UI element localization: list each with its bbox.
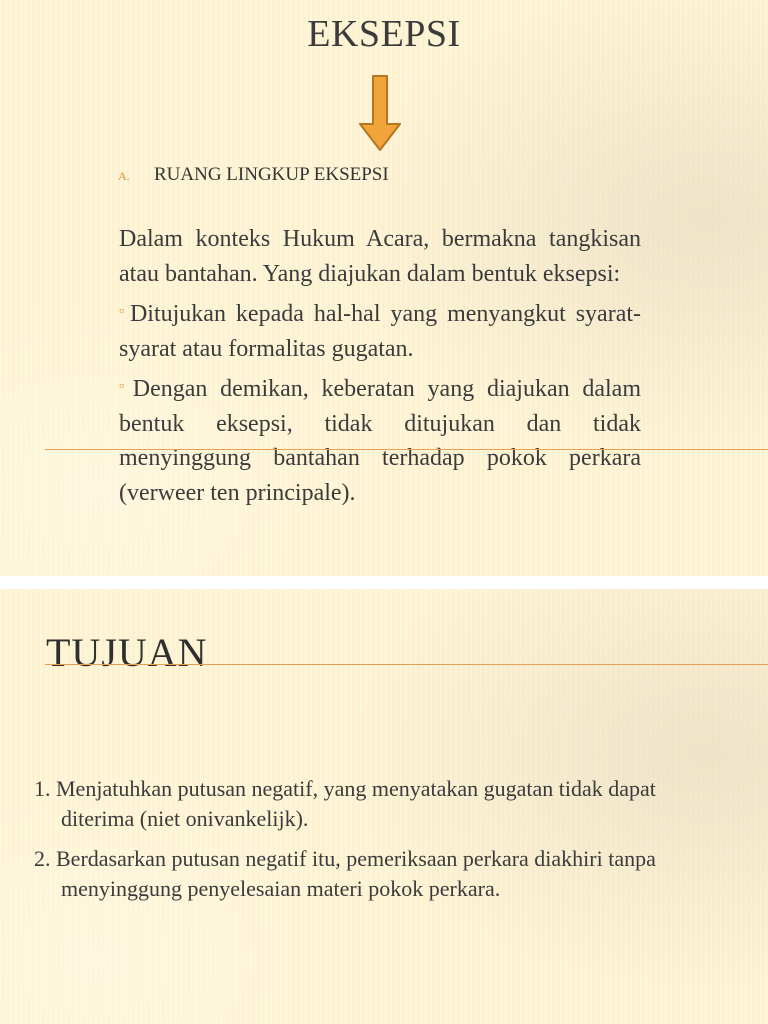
body-text <box>119 222 641 514</box>
section-heading-text: RUANG LINGKUP EKSEPSI <box>154 164 389 185</box>
bullet-text: Dengan demikan, keberatan yang diajukan dalam bentuk eksepsi, tidak ditujukan dan tidak menyinggung bantahan terhadap pokok perkara (verweer ten principale). <box>119 376 642 506</box>
bullet-item <box>119 370 641 510</box>
slide-title: EKSEPSI <box>307 13 461 55</box>
slide-title: TUJUAN <box>46 630 208 675</box>
down-arrow-icon <box>358 74 402 152</box>
bullet-text: Ditujukan kepada hal-hal yang menyangkut syarat-syarat atau formalitas gugatan. <box>119 301 642 362</box>
list-marker: A. <box>118 169 130 183</box>
bullet-item <box>119 295 641 366</box>
divider-line <box>45 449 768 450</box>
intro-paragraph: Dalam konteks Hukum Acara, bermakna tangkisan atau bantahan. Yang diajukan dalam bentuk eksepsi: <box>119 226 641 287</box>
section-heading <box>118 164 389 186</box>
slide-tujuan <box>0 589 768 1024</box>
numbered-list <box>34 774 734 914</box>
square-bullet-icon: ▫ <box>119 304 128 319</box>
square-bullet-icon: ▫ <box>119 379 131 394</box>
divider-line <box>45 664 768 665</box>
list-item: 2. Berdasarkan putusan negatif itu, pemeriksaan perkara diakhiri tanpa menyinggung penyelesaian materi pokok perkara. <box>34 846 656 901</box>
list-item: 1. Menjatuhkan putusan negatif, yang menyatakan gugatan tidak dapat diterima (niet onivankelijk). <box>34 776 656 831</box>
